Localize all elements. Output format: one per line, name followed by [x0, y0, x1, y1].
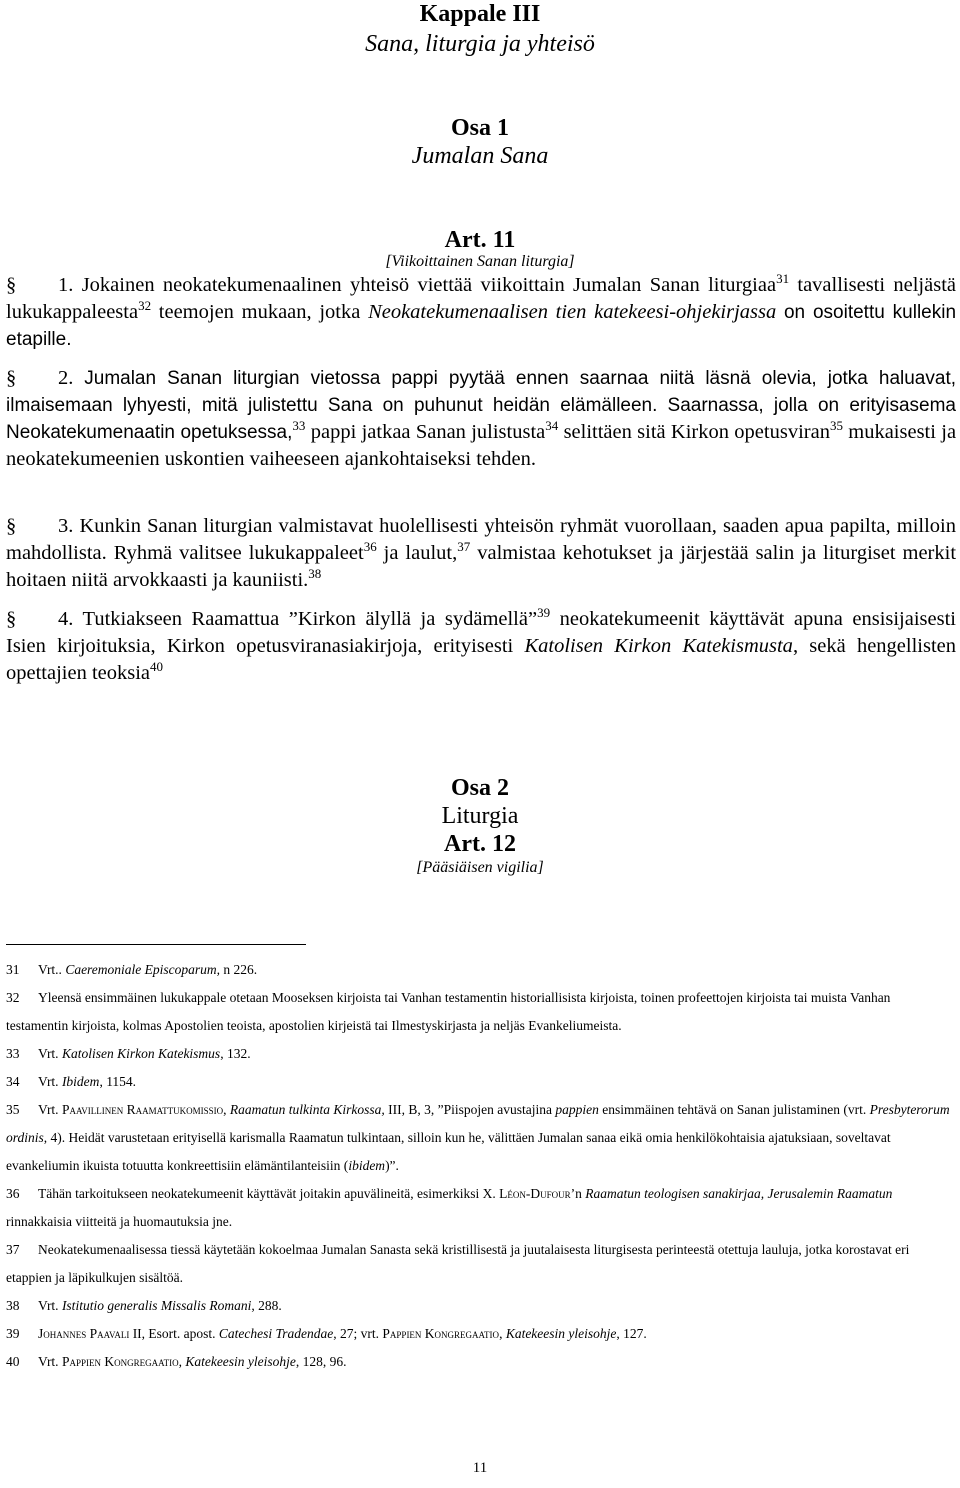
- footnote-ref: 38: [308, 566, 322, 581]
- section-sign: §: [6, 608, 17, 630]
- paragraph-text: pappi jatkaa Sanan julistusta: [310, 421, 546, 443]
- footnote-number: 33: [6, 1046, 20, 1061]
- paragraph-text: mukaisesti ja neokatekumeenien uskontien vaiheeseen ajankohtaiseksi tehden.: [6, 421, 957, 470]
- part2-heading: Osa 2: [450, 775, 509, 801]
- footnote-title: Istitutio generalis Missalis Romani: [61, 1298, 252, 1313]
- art12-heading: Art. 12: [444, 831, 516, 857]
- footnotes: [6, 956, 954, 1376]
- art12-subtitle: [Pääsiäisen vigilia]: [416, 859, 544, 876]
- footnote-text: , 27; vrt.: [333, 1326, 380, 1341]
- paragraph-number: 1.: [58, 274, 74, 296]
- footnote-34: [6, 1068, 954, 1096]
- footnote-text: II, Esort. apost.: [132, 1326, 216, 1341]
- footnote-title: Catechesi Tradendae: [218, 1326, 334, 1341]
- footnote-ref: 32: [138, 298, 152, 313]
- footnote-37: [6, 1236, 954, 1292]
- footnote-number: 39: [6, 1326, 20, 1341]
- footnote-text: , 4). Heidät varustetaan erityisellä karismalla Raamatun tulkintaan, silloin kun he, välittäen Jumalan sanaa eikä omia henkilökohtaisia ajatuksiaan, soveltavat evankeliumin ikuista totuutta konkreettisiin elämäntilanteisiin (: [6, 1130, 891, 1173]
- footnote-text: )”.: [385, 1158, 399, 1173]
- chapter-heading: Kappale III: [419, 1, 541, 27]
- art11-subtitle: [Viikoittainen Sanan liturgia]: [385, 253, 575, 270]
- footnote-title: Katekeesin yleisohje: [505, 1326, 617, 1341]
- footnote-40: [6, 1348, 954, 1376]
- paragraph-text: selittäen sitä Kirkon opetusviran: [563, 421, 830, 443]
- paragraph-2: [6, 365, 956, 473]
- footnote-text: ,: [178, 1354, 182, 1369]
- footnote-number: 32: [6, 990, 20, 1005]
- chapter-subtitle: Sana, liturgia ja yhteisö: [365, 31, 595, 57]
- footnote-ref: 33: [292, 418, 306, 433]
- footnote-text: ’n: [570, 1186, 582, 1201]
- footnote-separator: [6, 944, 306, 945]
- footnote-author: Johannes Paavali: [38, 1326, 130, 1341]
- footnote-title: Raamatun tulkinta Kirkossa,: [229, 1102, 385, 1117]
- paragraph-text: teemojen mukaan, jotka: [158, 301, 361, 323]
- footnote-text: Vrt.: [38, 1298, 59, 1313]
- footnote-39: [6, 1320, 954, 1348]
- footnote-number: 31: [6, 962, 20, 977]
- footnote-31: [6, 956, 954, 984]
- paragraph-text: ja laulut,: [383, 542, 458, 564]
- footnote-text: ensimmäinen tehtävä on Sanan julistaminen (vrt.: [602, 1102, 867, 1117]
- paragraph-number: 4.: [58, 608, 74, 630]
- footnote-text: Tähän tarkoitukseen neokatekumeenit käyttävät joitakin apuvälineitä, esimerkiksi X.: [38, 1186, 496, 1201]
- paragraph-text: tavallisesti neljästä lukukappaleesta: [6, 274, 957, 323]
- footnote-ref: 35: [829, 418, 843, 433]
- footnote-title: Katekeesin yleisohje: [185, 1354, 296, 1369]
- paragraph-text: Jokainen neokatekumenaalinen yhteisö viettää viikoittain Jumalan Sanan liturgiaa: [81, 274, 777, 296]
- footnote-text: rinnakkaisia viitteitä ja huomautuksia jne.: [6, 1214, 233, 1229]
- footnote-title: Ibidem: [61, 1074, 100, 1089]
- footnote-32: [6, 984, 954, 1040]
- footnote-ref: 34: [545, 418, 559, 433]
- footnote-text: Neokatekumenaalisessa tiessä käytetään kokoelmaa Jumalan Sanasta sekä kristillisestä ja juutalaisesta liturgisesta perinteestä otettuja lauluja, jotka korostavat eri etappien ja läpikulkujen sisältöä.: [6, 1242, 910, 1285]
- footnote-text: Vrt.: [38, 1354, 59, 1369]
- section-sign: §: [6, 367, 17, 389]
- paragraph-number: 3.: [58, 515, 74, 537]
- footnote-36: [6, 1180, 954, 1236]
- footnote-title: Caeremoniale Episcoparum,: [65, 962, 221, 977]
- footnote-ref: 37: [457, 539, 471, 554]
- footnote-title: Presbyterorum ordinis: [6, 1102, 950, 1145]
- footnote-33: [6, 1040, 954, 1068]
- page-number: 11: [472, 1460, 488, 1476]
- book-title: Katolisen Kirkon Katekismusta: [524, 635, 793, 657]
- paragraph-4: [6, 606, 956, 687]
- footnote-text: Vrt..: [38, 962, 62, 977]
- section-sign: §: [6, 274, 17, 296]
- footnote-ref: 39: [537, 605, 551, 620]
- paragraph-1: [6, 272, 956, 353]
- footnote-text: Vrt.: [38, 1046, 59, 1061]
- footnote-number: 37: [6, 1242, 20, 1257]
- paragraph-text: , sekä hengellisten opettajien teoksia: [6, 635, 957, 684]
- footnote-text: , 128, 96.: [295, 1354, 347, 1369]
- paragraph-text: valmistaa kehotukset ja järjestää salin ja liturgiset merkit hoitaen niitä arvokkaasti ja kauniisti.: [6, 542, 957, 591]
- footnote-text: III, B, 3, ”Piispojen avustajina: [388, 1102, 553, 1117]
- footnote-text: n 226.: [223, 962, 258, 977]
- footnote-ref: 31: [776, 271, 790, 286]
- footnote-number: 40: [6, 1354, 20, 1369]
- part1-heading: Osa 1: [450, 115, 509, 141]
- footnote-38: [6, 1292, 954, 1320]
- footnote-number: 38: [6, 1298, 20, 1313]
- footnote-title: pappien: [555, 1102, 599, 1117]
- part2-subtitle: Liturgia: [441, 803, 519, 829]
- footnote-text: , 1154.: [99, 1074, 137, 1089]
- footnote-text: , 288.: [251, 1298, 282, 1313]
- footnote-text: , 132.: [220, 1046, 251, 1061]
- footnote-text: ,: [499, 1326, 503, 1341]
- paragraph-text: Jumalan Sanan liturgian vietossa pappi pyytää ennen saarnaa niitä läsnä olevia, jotka haluavat, ilmaisemaan lyhyesti, mitä julistettu Sana on puhunut heidän elämälleen.: [6, 368, 956, 416]
- part1-subtitle: Jumalan Sana: [411, 143, 549, 169]
- footnote-number: 36: [6, 1186, 20, 1201]
- footnote-number: 34: [6, 1074, 20, 1089]
- footnote-author: Pappien Kongregaatio: [61, 1354, 179, 1369]
- paragraph-number: 2.: [58, 367, 74, 389]
- paragraph-text: Tutkiakseen Raamattua ”Kirkon älyllä ja sydämellä”: [82, 608, 538, 630]
- paragraph-text: Kunkin Sanan liturgian valmistavat huolellisesti yhteisön ryhmät vuorollaan, saaden apua papilta, milloin mahdollista. Ryhmä valitsee lukukappaleet: [6, 515, 957, 564]
- paragraph-3: [6, 513, 956, 594]
- footnote-text: Vrt.: [38, 1102, 59, 1117]
- footnote-number: 35: [6, 1102, 20, 1117]
- footnote-text: , 127.: [616, 1326, 647, 1341]
- art11-heading: Art. 11: [444, 227, 516, 253]
- paragraph-text: on osoitettu kullekin etapille.: [6, 302, 957, 350]
- book-title: Neokatekumenaalisen tien katekeesi-ohjekirjassa: [368, 301, 777, 323]
- footnote-ref: 36: [363, 539, 377, 554]
- footnote-title: ibidem: [348, 1158, 386, 1173]
- section-sign: §: [6, 515, 17, 537]
- footnote-35: [6, 1096, 954, 1180]
- footnote-text: Yleensä ensimmäinen lukukappale otetaan Mooseksen kirjoista tai Vanhan testamentin historiallisista kirjoista, toinen profeettojen kirjoista tai muista Vanhan testamentin kirjoista, kolmas Apostolien teoista, apostolien kirjeistä tai Ilmestyskirjasta ja neljäs Evankeliumeista.: [6, 990, 891, 1033]
- footnote-author: Pappien Kongregaatio: [382, 1326, 500, 1341]
- footnote-author: Paavillinen Raamattukomissio,: [61, 1102, 227, 1117]
- footnote-ref: 40: [150, 659, 164, 674]
- footnote-text: Vrt.: [38, 1074, 59, 1089]
- footnote-author: Léon-Dufour: [499, 1186, 571, 1201]
- paragraph-text: Saarnassa, jolla on erityisasema Neokatekumenaatin opetuksessa,: [6, 395, 956, 443]
- paragraph-text: neokatekumeenit käyttävät apuna ensisijaisesti Isien kirjoituksia, Kirkon opetusviranasiakirjoja, erityisesti: [6, 608, 956, 657]
- footnote-title: Katolisen Kirkon Katekismus: [61, 1046, 221, 1061]
- footnote-title: Raamatun teologisen sanakirjaa, Jerusalemin Raamatun: [585, 1186, 893, 1201]
